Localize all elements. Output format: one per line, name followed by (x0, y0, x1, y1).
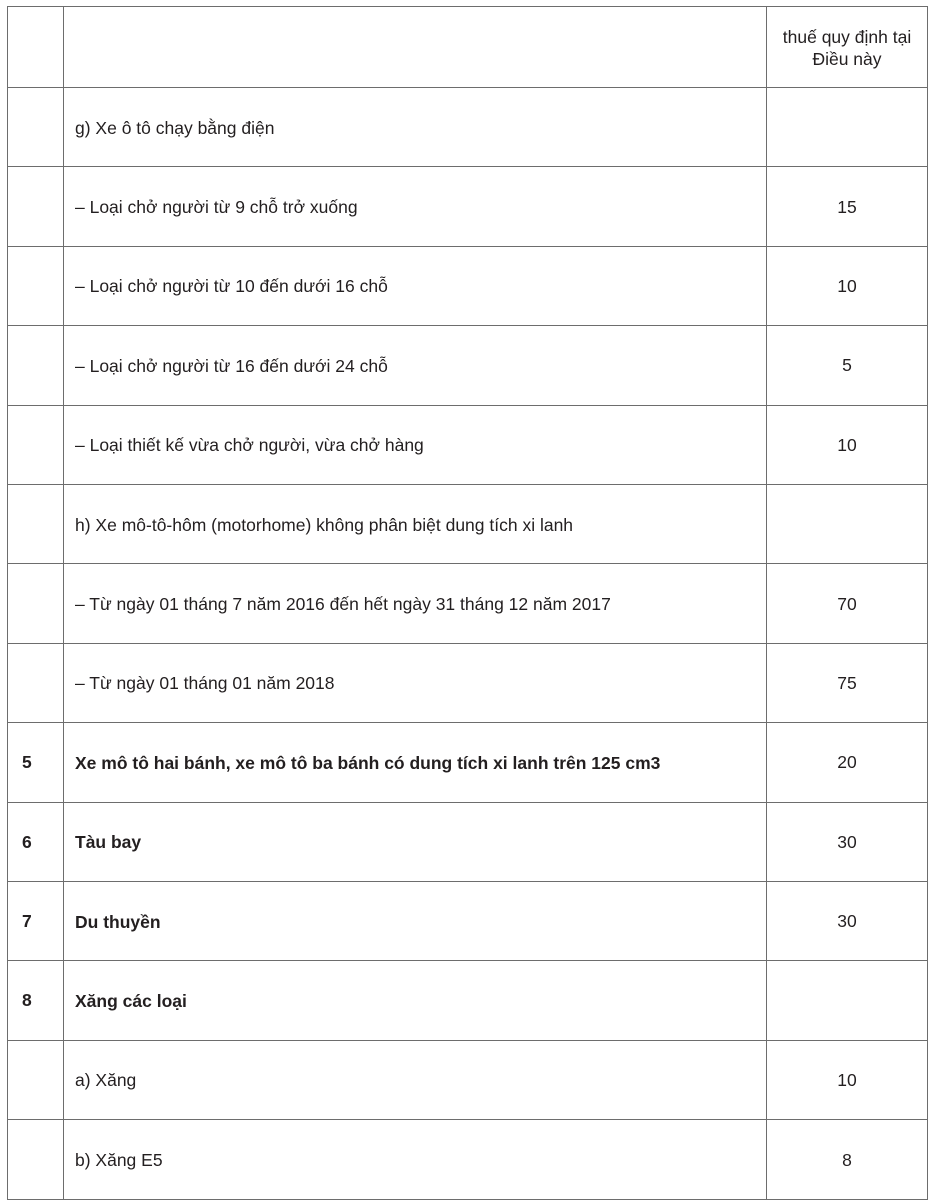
tax-rate-cell: 75 (767, 643, 928, 722)
item-name-cell: Du thuyền (64, 881, 767, 960)
item-name-cell: – Từ ngày 01 tháng 01 năm 2018 (64, 643, 767, 722)
table-row (8, 246, 928, 325)
item-name-cell: – Từ ngày 01 tháng 7 năm 2016 đến hết ngày 31 tháng 12 năm 2017 (64, 564, 767, 643)
table-row (8, 405, 928, 484)
row-number-cell (8, 246, 64, 325)
row-number-cell (8, 564, 64, 643)
header-rate-line2: Điều này (812, 49, 882, 69)
row-number-cell (8, 326, 64, 405)
tax-rate-cell: 30 (767, 881, 928, 960)
tax-rate-cell: 10 (767, 405, 928, 484)
item-name-cell: – Loại chở người từ 9 chỗ trở xuống (64, 167, 767, 246)
row-number-cell: 8 (8, 961, 64, 1040)
tax-rate-cell: 10 (767, 246, 928, 325)
header-name-cell (64, 7, 767, 88)
item-name-cell: – Loại chở người từ 10 đến dưới 16 chỗ (64, 246, 767, 325)
table-body (8, 7, 928, 1200)
table-row (8, 961, 928, 1040)
tax-rate-cell: 20 (767, 723, 928, 802)
item-name-cell: Tàu bay (64, 802, 767, 881)
row-number-cell (8, 1040, 64, 1119)
item-name-cell: Xăng các loại (64, 961, 767, 1040)
tax-rate-table (7, 6, 928, 1200)
tax-rate-cell (767, 961, 928, 1040)
header-rate-cell (767, 7, 928, 88)
row-number-cell (8, 405, 64, 484)
table-row (8, 564, 928, 643)
item-name-cell: h) Xe mô-tô-hôm (motorhome) không phân biệt dung tích xi lanh (64, 484, 767, 563)
row-number-cell: 6 (8, 802, 64, 881)
tax-rate-cell: 5 (767, 326, 928, 405)
tax-rate-cell: 15 (767, 167, 928, 246)
item-name-cell: Xe mô tô hai bánh, xe mô tô ba bánh có dung tích xi lanh trên 125 cm3 (64, 723, 767, 802)
row-number-cell (8, 643, 64, 722)
tax-rate-cell (767, 484, 928, 563)
item-name-cell: a) Xăng (64, 1040, 767, 1119)
tax-rate-cell: 10 (767, 1040, 928, 1119)
table-header-row (8, 7, 928, 88)
table-row (8, 484, 928, 563)
item-name-cell: g) Xe ô tô chạy bằng điện (64, 88, 767, 167)
row-number-cell: 5 (8, 723, 64, 802)
table-row (8, 802, 928, 881)
header-rate-line1: thuế quy định tại (782, 27, 912, 47)
row-number-cell: 7 (8, 881, 64, 960)
table-row (8, 326, 928, 405)
table-row (8, 1040, 928, 1119)
row-number-cell (8, 1120, 64, 1200)
row-number-cell (8, 167, 64, 246)
tax-rate-cell: 8 (767, 1120, 928, 1200)
row-number-cell (8, 484, 64, 563)
table-row (8, 1120, 928, 1200)
table-row (8, 167, 928, 246)
table-row (8, 881, 928, 960)
header-stt-cell (8, 7, 64, 88)
tax-rate-cell: 30 (767, 802, 928, 881)
tax-rate-cell: 70 (767, 564, 928, 643)
item-name-cell: – Loại chở người từ 16 đến dưới 24 chỗ (64, 326, 767, 405)
table-row (8, 643, 928, 722)
table-row (8, 723, 928, 802)
row-number-cell (8, 88, 64, 167)
item-name-cell: – Loại thiết kế vừa chở người, vừa chở hàng (64, 405, 767, 484)
table-row (8, 88, 928, 167)
item-name-cell: b) Xăng E5 (64, 1120, 767, 1200)
tax-rate-cell (767, 88, 928, 167)
